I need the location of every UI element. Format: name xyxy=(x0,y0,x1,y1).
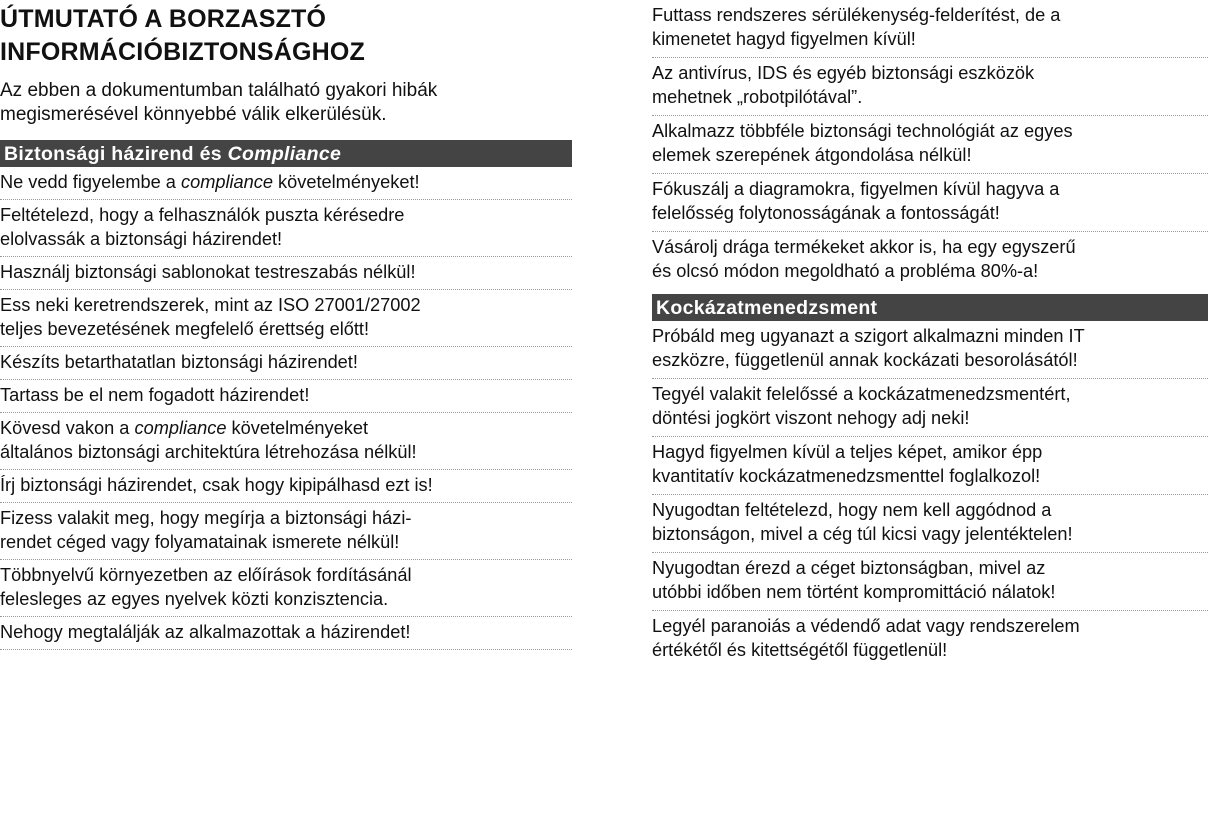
list-item xyxy=(0,167,572,200)
item-text: Kövesd vakon a xyxy=(0,418,135,438)
list-item xyxy=(0,617,572,650)
item-line: Tegyél valakit felelőssé a kockázatmenedzsmentért, xyxy=(652,384,1071,404)
item-text: Tartass be el nem fogadott házirendet! xyxy=(0,385,310,405)
item-line: elemek szerepének átgondolása nélkül! xyxy=(652,145,972,165)
item-line: teljes bevezetésének megfelelő érettség előtt! xyxy=(0,319,370,339)
item-line: biztonságon, mivel a cég túl kicsi vagy jelentéktelen! xyxy=(652,524,1073,544)
document-title xyxy=(0,0,572,69)
list-item xyxy=(652,0,1208,58)
right-column xyxy=(652,0,1208,668)
item-line: kimenetet hagyd figyelmen kívül! xyxy=(652,29,916,49)
item-line: rendet céged vagy folyamatainak ismerete nélkül! xyxy=(0,532,400,552)
item-line: Ess neki keretrendszerek, mint az ISO 27001/27002 xyxy=(0,295,421,315)
left-column xyxy=(0,0,572,650)
item-line: Próbáld meg ugyanazt a szigort alkalmazni minden IT xyxy=(652,326,1085,346)
item-line: döntési jogkört viszont nehogy adj neki! xyxy=(652,408,970,428)
item-line: elolvassák a biztonsági házirendet! xyxy=(0,229,283,249)
list-item xyxy=(0,257,572,290)
item-text: követelményeket xyxy=(226,418,369,438)
list-item xyxy=(0,380,572,413)
item-text: Ne vedd figyelembe a xyxy=(0,172,181,192)
list-item xyxy=(652,232,1208,289)
item-line: Vásárolj drága termékeket akkor is, ha egy egyszerű xyxy=(652,237,1076,257)
item-emphasis: compliance xyxy=(134,418,227,438)
list-item xyxy=(0,503,572,560)
item-line: mehetnek „robotpilótával”. xyxy=(652,87,863,107)
item-line: Futtass rendszeres sérülékenység-felderítést, de a xyxy=(652,5,1061,25)
section-heading-risk: Kockázatmenedzsment xyxy=(652,294,1208,321)
list-item xyxy=(652,553,1208,611)
item-text: Használj biztonsági sablonokat testreszabás nélkül! xyxy=(0,262,416,282)
list-item xyxy=(0,413,572,470)
list-item xyxy=(652,611,1208,668)
item-line: Többnyelvű környezetben az előírások fordításánál xyxy=(0,565,412,585)
intro-paragraph xyxy=(0,79,572,127)
item-line: általános biztonsági architektúra létrehozása nélkül! xyxy=(0,442,417,462)
item-line: Feltételezd, hogy a felhasználók puszta kérésedre xyxy=(0,205,405,225)
section-heading-policy-text: Biztonsági házirend és xyxy=(4,143,228,165)
intro-line-1: Az ebben a dokumentumban található gyakori hibák xyxy=(0,80,438,101)
item-line: Nyugodtan feltételezd, hogy nem kell aggódnod a xyxy=(652,500,1052,520)
intro-line-2: megismerésével könnyebbé válik elkerülésük. xyxy=(0,104,387,125)
item-line: Fókuszálj a diagramokra, figyelmen kívül hagyva a xyxy=(652,179,1060,199)
title-line-2: INFORMÁCIÓBIZTONSÁGHOZ xyxy=(0,38,366,66)
list-item xyxy=(652,379,1208,437)
item-text: Nehogy megtalálják az alkalmazottak a házirendet! xyxy=(0,622,411,642)
item-line: Nyugodtan érezd a céget biztonságban, mivel az xyxy=(652,558,1046,578)
item-line: Legyél paranoiás a védendő adat vagy rendszerelem xyxy=(652,616,1080,636)
item-text: követelményeket! xyxy=(272,172,420,192)
item-line: Fizess valakit meg, hogy megírja a biztonsági házi- xyxy=(0,508,412,528)
list-item xyxy=(652,58,1208,116)
list-item xyxy=(652,174,1208,232)
item-line: kvantitatív kockázatmenedzsmenttel foglalkozol! xyxy=(652,466,1041,486)
list-item xyxy=(652,437,1208,495)
list-item xyxy=(652,495,1208,553)
list-item xyxy=(652,116,1208,174)
section-heading-policy-italic: Compliance xyxy=(227,143,342,165)
item-line: Alkalmazz többféle biztonsági technológiát az egyes xyxy=(652,121,1073,141)
list-item xyxy=(0,470,572,503)
item-line: Hagyd figyelmen kívül a teljes képet, amikor épp xyxy=(652,442,1043,462)
list-item xyxy=(0,200,572,257)
list-item xyxy=(0,347,572,380)
title-line-1: ÚTMUTATÓ A BORZASZTÓ xyxy=(0,5,327,33)
list-item xyxy=(0,290,572,347)
item-line: utóbbi időben nem történt kompromittáció nálatok! xyxy=(652,582,1056,602)
item-emphasis: compliance xyxy=(180,172,273,192)
item-line: és olcsó módon megoldható a probléma 80%-a! xyxy=(652,261,1039,281)
item-line: felelősség folytonosságának a fontosságát! xyxy=(652,203,1000,223)
list-item xyxy=(0,560,572,617)
section-heading-policy xyxy=(0,140,572,167)
item-text: Készíts betarthatatlan biztonsági házirendet! xyxy=(0,352,358,372)
item-line: eszközre, függetlenül annak kockázati besorolásától! xyxy=(652,350,1078,370)
item-line: értékétől és kitettségétől függetlenül! xyxy=(652,640,948,660)
list-item xyxy=(652,321,1208,379)
item-line: Az antivírus, IDS és egyéb biztonsági eszközök xyxy=(652,63,1035,83)
item-text: Írj biztonsági házirendet, csak hogy kipipálhasd ezt is! xyxy=(0,475,433,495)
item-line: felesleges az egyes nyelvek közti konzisztencia. xyxy=(0,589,389,609)
